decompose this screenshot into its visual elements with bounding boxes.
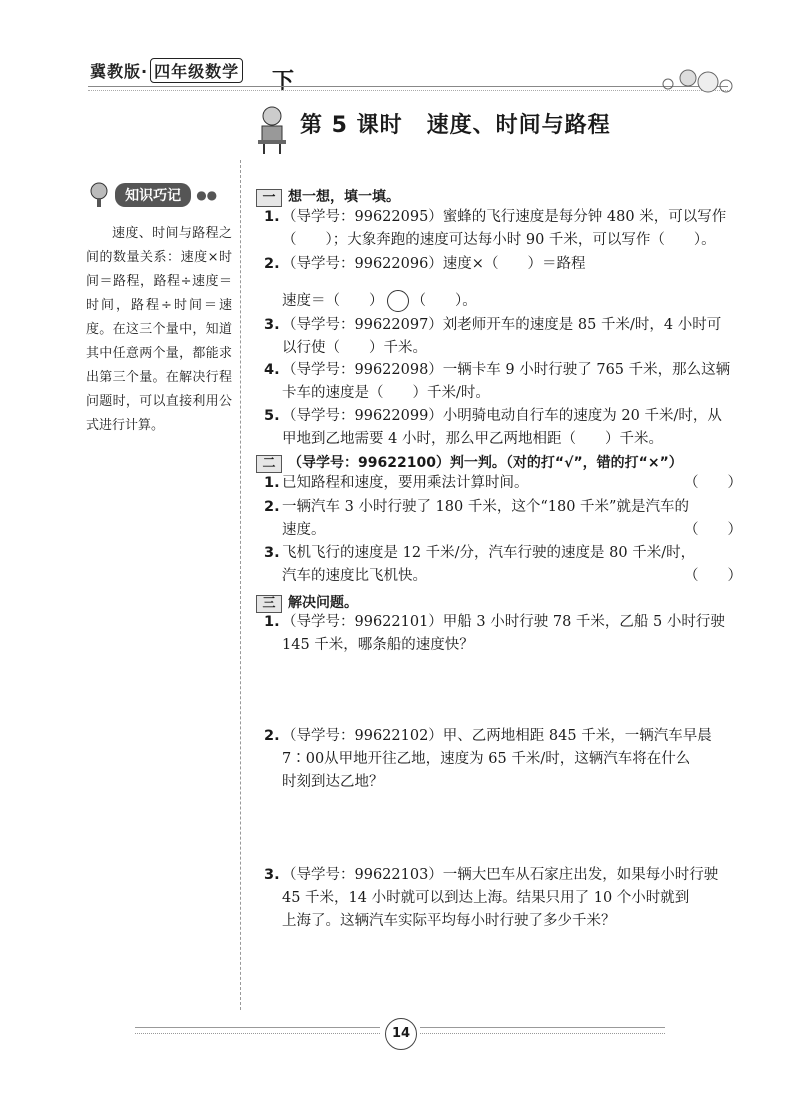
- question-line: 一辆汽车 3 小时行驶了 180 千米，这个“180 千米”就是汽车的: [282, 499, 689, 515]
- question-number: 3.: [264, 317, 280, 333]
- dots-icon: ●●: [196, 188, 218, 202]
- header-rule: [88, 86, 728, 87]
- section-3-title: 解决问题。: [288, 595, 358, 611]
- section-3-number: 三: [256, 595, 282, 613]
- question-number: 3.: [264, 867, 280, 883]
- answer-blank: （ ）: [684, 522, 742, 538]
- question-line: 汽车的速度比飞机快。: [282, 568, 427, 584]
- s1-question-4: [264, 359, 742, 405]
- question-line: （ ）。: [411, 293, 477, 309]
- question-line: （导学号：99622101）甲船 3 小时行驶 78 千米，乙船 5 小时行驶: [282, 614, 725, 630]
- grade-subject: 四年级数学: [150, 58, 243, 83]
- question-number: 2.: [264, 499, 280, 515]
- section-2-title: （导学号：99622100）判一判。（对的打“√”，错的打“×”）: [288, 455, 683, 471]
- header-rule-dotted: [88, 90, 728, 91]
- question-line: 上海了。这辆汽车实际平均每小时行驶了多少千米？: [282, 913, 616, 929]
- question-line: 速度＝（ ）: [282, 293, 384, 309]
- s2-question-3: [264, 542, 742, 588]
- question-line: 45 千米，14 小时就可以到达上海。结果只用了 10 个小时就到: [282, 890, 690, 906]
- question-line: （导学号：99622096）速度×（ ）＝路程: [282, 256, 586, 272]
- footer-rule-left: [135, 1027, 380, 1028]
- page-number: 14: [385, 1018, 417, 1050]
- section-1-heading: [256, 186, 400, 207]
- question-line: 速度。: [282, 522, 326, 538]
- question-line: 时刻到达乙地？: [282, 774, 384, 790]
- question-number: 1.: [264, 614, 280, 630]
- question-number: 1.: [264, 475, 280, 491]
- answer-blank: （ ）: [684, 475, 742, 491]
- s1-question-1: [264, 206, 742, 252]
- lesson-number: 第 5 课时: [300, 113, 403, 138]
- s3-question-1: [264, 611, 742, 657]
- question-line: （ ）；大象奔跑的速度可达每小时 90 千米，可以写作（ ）。: [282, 232, 716, 248]
- question-number: 3.: [264, 545, 280, 561]
- section-2-number: 二: [256, 455, 282, 473]
- footer-rule-right-dotted: [420, 1033, 665, 1034]
- question-line: （导学号：99622095）蜜蜂的飞行速度是每分钟 480 米，可以写作: [282, 209, 727, 225]
- s3-question-2: [264, 725, 742, 794]
- section-2-heading: [256, 452, 683, 473]
- book-series: [90, 58, 243, 83]
- reading-child-icon: [256, 104, 288, 154]
- question-number: 5.: [264, 408, 280, 424]
- s1-question-3: [264, 314, 742, 360]
- question-line: （导学号：99622102）甲、乙两地相距 845 千米，一辆汽车早晨: [282, 728, 712, 744]
- lesson-topic: 速度、时间与路程: [426, 113, 611, 138]
- question-line: 卡车的速度是（ ）千米/时。: [282, 385, 490, 401]
- question-number: 2.: [264, 256, 280, 272]
- column-divider: [240, 160, 241, 1010]
- question-line: （导学号：99622097）刘老师开车的速度是 85 千米/时，4 小时可: [282, 317, 722, 333]
- question-line: （导学号：99622099）小明骑电动自行车的速度为 20 千米/时，从: [282, 408, 722, 424]
- footer-rule-left-dotted: [135, 1033, 380, 1034]
- question-number: 1.: [264, 209, 280, 225]
- tips-heading: 知识巧记: [115, 183, 191, 207]
- volume-label: 下: [272, 69, 295, 94]
- s1-question-2: [264, 253, 742, 313]
- question-line: 甲地到乙地需要 4 小时，那么甲乙两地相距（ ）千米。: [282, 431, 663, 447]
- header-decoration-icon: [648, 62, 738, 98]
- question-line: （导学号：99622098）一辆卡车 9 小时行驶了 765 千米，那么这辆: [282, 362, 731, 378]
- s2-question-1: [264, 472, 742, 495]
- tips-body: 速度、时间与路程之间的数量关系：速度×时间＝路程，路程÷速度＝时间，路程÷时间＝速度。在这三个量中，知道其中任意两个量，都能求出第三个量。在解决行程问题时，可以直接利用公式进行计算。: [86, 226, 232, 433]
- series-name: 冀教版: [90, 62, 142, 81]
- tips-banner: [88, 182, 217, 208]
- tree-icon: [88, 182, 110, 208]
- question-line: 7∶00从甲地开往乙地，速度为 65 千米/时，这辆汽车将在什么: [282, 751, 691, 767]
- question-line: 145 千米，哪条船的速度快？: [282, 637, 474, 653]
- footer-rule-right: [420, 1027, 665, 1028]
- section-3-heading: [256, 592, 358, 613]
- blank-circle: [387, 290, 409, 312]
- s2-question-2: [264, 496, 742, 542]
- question-line: 已知路程和速度，要用乘法计算时间。: [282, 475, 529, 491]
- s1-question-5: [264, 405, 742, 451]
- separator-dot: ·: [141, 62, 149, 81]
- section-1-title: 想一想，填一填。: [288, 189, 400, 205]
- question-line: （导学号：99622103）一辆大巴车从石家庄出发，如果每小时行驶: [282, 867, 719, 883]
- s3-question-3: [264, 864, 742, 933]
- section-1-number: 一: [256, 189, 282, 207]
- question-number: 2.: [264, 728, 280, 744]
- question-line: 以行使（ ）千米。: [282, 340, 427, 356]
- lesson-title: [300, 108, 611, 139]
- question-number: 4.: [264, 362, 280, 378]
- answer-blank: （ ）: [684, 568, 742, 584]
- question-line: 飞机飞行的速度是 12 千米/分，汽车行驶的速度是 80 千米/时，: [282, 545, 696, 561]
